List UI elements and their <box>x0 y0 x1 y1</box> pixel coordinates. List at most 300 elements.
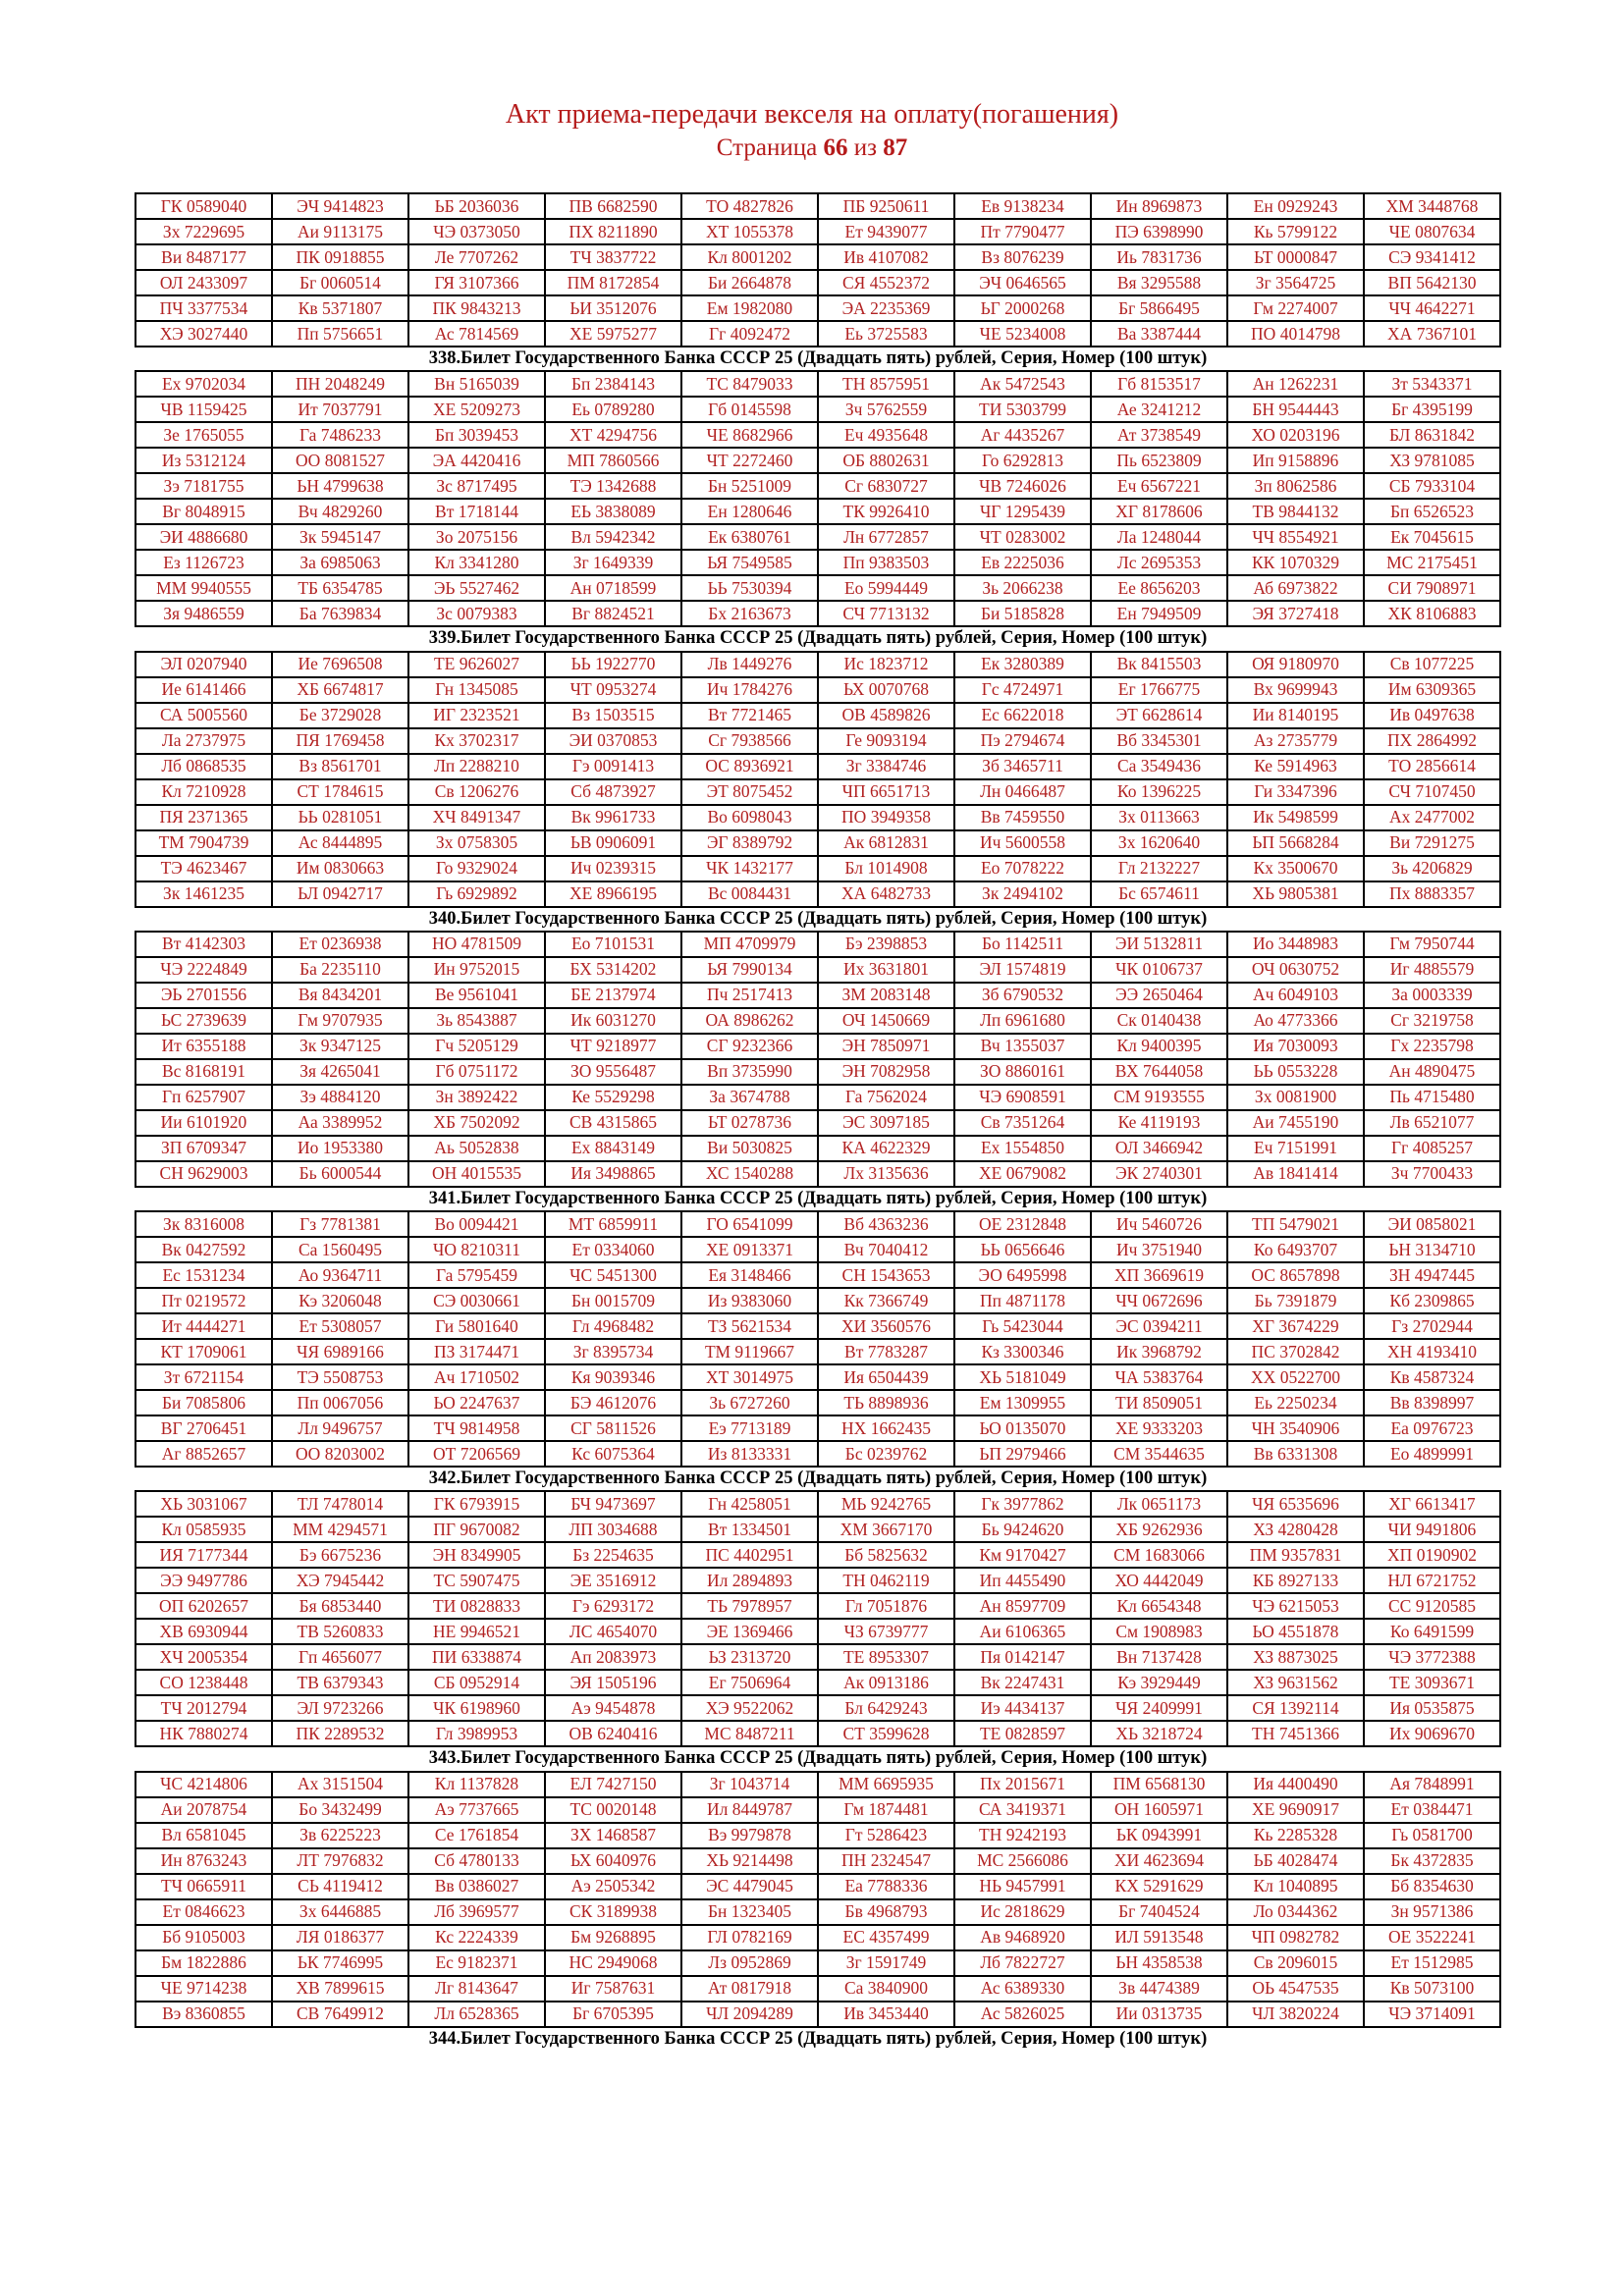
serial-cell: ЬБ 4028474 <box>1227 1848 1364 1874</box>
serial-cell: Гс 4724971 <box>954 677 1091 703</box>
serial-cell: Зк 1461235 <box>135 881 272 907</box>
serial-cell: Ах 2477002 <box>1364 805 1500 830</box>
serial-cell: ТС 0020148 <box>545 1797 681 1823</box>
serial-cell: Ив 0497638 <box>1364 703 1500 728</box>
serial-cell: СС 9120585 <box>1364 1593 1500 1619</box>
serial-cell: ЧЭ 3772388 <box>1364 1644 1500 1670</box>
serial-cell: Ет 0334060 <box>545 1237 681 1262</box>
serial-cell: Ат 0817918 <box>681 1976 818 2002</box>
serial-cell: ХЬ 5181049 <box>954 1364 1091 1390</box>
serial-cell: Бл 1014908 <box>818 856 954 881</box>
page-number-separator: из <box>853 133 877 161</box>
serial-cell: Гэ 6293172 <box>545 1593 681 1619</box>
serial-cell: Бь 7391879 <box>1227 1288 1364 1313</box>
serial-cell: ТО 4827826 <box>681 193 818 219</box>
page-number-total: 87 <box>883 133 908 161</box>
serial-cell: Ии 0313735 <box>1091 2002 1227 2027</box>
serial-cell: ЛТ 7976832 <box>272 1848 408 1874</box>
serial-cell: Ек 3280389 <box>954 652 1091 677</box>
serial-cell: Иг 4885579 <box>1364 957 1500 983</box>
serial-cell: Зя 4265041 <box>272 1059 408 1085</box>
table-row <box>135 1110 1500 1136</box>
serial-cell: ЬЬ 0553228 <box>1227 1059 1364 1085</box>
serial-cell: Кь 2285328 <box>1227 1823 1364 1848</box>
serial-cell: НЕ 9946521 <box>408 1619 545 1644</box>
serial-cell: СБ 7933104 <box>1364 473 1500 499</box>
serial-cell: ХЕ 0913371 <box>681 1237 818 1262</box>
serial-cell: ЭС 0394211 <box>1091 1313 1227 1339</box>
serial-cell: Ле 7707262 <box>408 244 545 270</box>
serial-cell: Го 6292813 <box>954 448 1091 473</box>
serial-cell: ПМ 6568130 <box>1091 1772 1227 1797</box>
serial-cell: СН 1543653 <box>818 1262 954 1288</box>
serial-cell: Зг 8395734 <box>545 1339 681 1364</box>
serial-cell: Аэ 7737665 <box>408 1797 545 1823</box>
serial-cell: ЕЛ 7427150 <box>545 1772 681 1797</box>
serial-cell: Аг 4435267 <box>954 422 1091 448</box>
serial-cell: Бб 5825632 <box>818 1542 954 1568</box>
serial-cell: ТЧ 3837722 <box>545 244 681 270</box>
serial-cell: Аи 7455190 <box>1227 1110 1364 1136</box>
serial-cell: Пп 0067056 <box>272 1390 408 1415</box>
serial-cell: ЭЕ 1369466 <box>681 1619 818 1644</box>
serial-cell: ЧГ 1295439 <box>954 499 1091 524</box>
serial-cell: Аз 2735779 <box>1227 728 1364 754</box>
section-header: 344.Билет Государственного Банка СССР 25 (Двадцать пять) рублей, Серия, Номер (100 штук) <box>428 2028 1208 2049</box>
serial-cell: ОЧ 1450669 <box>818 1008 954 1034</box>
serial-cell: ОП 6202657 <box>135 1593 272 1619</box>
serial-cell: МП 4709979 <box>681 932 818 957</box>
serial-cell: Са 3549436 <box>1091 754 1227 779</box>
serial-cell: Ен 1280646 <box>681 499 818 524</box>
serial-cell: Вв 7459550 <box>954 805 1091 830</box>
table-row <box>135 728 1500 754</box>
serial-cell: Ис 1823712 <box>818 652 954 677</box>
serial-cell: ЧИ 9491806 <box>1364 1517 1500 1542</box>
serial-cell: ХЗ 9781085 <box>1364 448 1500 473</box>
serial-cell: ХТ 4294756 <box>545 422 681 448</box>
table-row <box>135 957 1500 983</box>
serial-cell: ЗП 6709347 <box>135 1136 272 1161</box>
serial-cell: ЧТ 9218977 <box>545 1034 681 1059</box>
serial-cell: Зэ 4884120 <box>272 1085 408 1110</box>
serial-cell: Би 2664878 <box>681 270 818 295</box>
table-row <box>135 1262 1500 1288</box>
serial-cell: ИЛ 5913548 <box>1091 1925 1227 1950</box>
serial-cell: Аг 8852657 <box>135 1441 272 1467</box>
serial-cell: Ги 5801640 <box>408 1313 545 1339</box>
serial-cell: БЧ 9473697 <box>545 1491 681 1517</box>
serial-cell: СЧ 7107450 <box>1364 779 1500 805</box>
serial-cell: СЭ 0030661 <box>408 1288 545 1313</box>
serial-table <box>135 192 1501 347</box>
serial-cell: Ио 1953380 <box>272 1136 408 1161</box>
serial-cell: Лв 1449276 <box>681 652 818 677</box>
serial-cell: Гь 6929892 <box>408 881 545 907</box>
serial-cell: ТБ 6354785 <box>272 575 408 601</box>
serial-cell: Ик 3968792 <box>1091 1339 1227 1364</box>
serial-cell: Пп 5756651 <box>272 321 408 347</box>
serial-cell: ЧК 1432177 <box>681 856 818 881</box>
serial-cell: ЬЯ 7549585 <box>681 550 818 575</box>
table-row <box>135 575 1500 601</box>
serial-cell: Вх 9699943 <box>1227 677 1364 703</box>
table-row <box>135 422 1500 448</box>
serial-cell: Зс 8717495 <box>408 473 545 499</box>
serial-cell: ЭЬ 2701556 <box>135 983 272 1008</box>
serial-cell: Лк 0651173 <box>1091 1491 1227 1517</box>
serial-cell: ЧС 4214806 <box>135 1772 272 1797</box>
serial-cell: ЬЬ 0281051 <box>272 805 408 830</box>
serial-cell: ЬК 7746995 <box>272 1950 408 1976</box>
table-row <box>135 881 1500 907</box>
serial-cell: Ан 1262231 <box>1227 371 1364 397</box>
table-row <box>135 1517 1500 1542</box>
serial-cell: Аб 6973822 <box>1227 575 1364 601</box>
table-row <box>135 983 1500 1008</box>
serial-cell: Ви 8487177 <box>135 244 272 270</box>
serial-cell: Зг 1649339 <box>545 550 681 575</box>
serial-cell: ХЕ 0679082 <box>954 1161 1091 1187</box>
serial-table <box>135 1771 1501 2028</box>
table-row <box>135 1721 1500 1746</box>
serial-cell: ТЕ 0828597 <box>954 1721 1091 1746</box>
serial-cell: ТМ 7904739 <box>135 830 272 856</box>
serial-cell: Ия 0535875 <box>1364 1695 1500 1721</box>
serial-cell: Иг 7587631 <box>545 1976 681 2002</box>
serial-cell: Бо 1142511 <box>954 932 1091 957</box>
serial-cell: ХО 0203196 <box>1227 422 1364 448</box>
serial-cell: ЭЬ 5527462 <box>408 575 545 601</box>
serial-cell: ОТ 7206569 <box>408 1441 545 1467</box>
serial-cell: Ло 0344362 <box>1227 1899 1364 1925</box>
serial-cell: Гх 2235798 <box>1364 1034 1500 1059</box>
serial-cell: Гь 5423044 <box>954 1313 1091 1339</box>
serial-cell: НК 7880274 <box>135 1721 272 1746</box>
serial-cell: ОЯ 9180970 <box>1227 652 1364 677</box>
serial-cell: Вк 8415503 <box>1091 652 1227 677</box>
table-row <box>135 1339 1500 1364</box>
serial-cell: ЧЧ 0672696 <box>1091 1288 1227 1313</box>
serial-cell: Зк 8316008 <box>135 1211 272 1237</box>
serial-cell: Ла 2737975 <box>135 728 272 754</box>
table-row <box>135 473 1500 499</box>
serial-cell: Гн 4258051 <box>681 1491 818 1517</box>
serial-table <box>135 1210 1501 1468</box>
serial-cell: Зч 5762559 <box>818 397 954 422</box>
serial-cell: НС 2949068 <box>545 1950 681 1976</box>
serial-cell: ТЧ 9814958 <box>408 1415 545 1441</box>
serial-cell: ТЕ 3093671 <box>1364 1670 1500 1695</box>
serial-cell: Бо 3432499 <box>272 1797 408 1823</box>
serial-cell: Гл 4968482 <box>545 1313 681 1339</box>
serial-cell: ЬВ 0906091 <box>545 830 681 856</box>
serial-cell: ЬЬ 0656646 <box>954 1237 1091 1262</box>
table-row <box>135 1619 1500 1644</box>
table-row <box>135 677 1500 703</box>
serial-cell: Ео 7078222 <box>954 856 1091 881</box>
serial-cell: Лг 8143647 <box>408 1976 545 2002</box>
serial-cell: ЛП 3034688 <box>545 1517 681 1542</box>
serial-cell: Вв 8398997 <box>1364 1390 1500 1415</box>
serial-cell: Ия 6504439 <box>818 1364 954 1390</box>
serial-cell: ЭИ 5132811 <box>1091 932 1227 957</box>
serial-cell: Бп 3039453 <box>408 422 545 448</box>
serial-cell: Ия 7030093 <box>1227 1034 1364 1059</box>
serial-cell: Вг 8048915 <box>135 499 272 524</box>
serial-cell: СА 5005560 <box>135 703 272 728</box>
serial-cell: Зг 1043714 <box>681 1772 818 1797</box>
serial-cell: ЧВ 1159425 <box>135 397 272 422</box>
serial-cell: ЕЬ 3838089 <box>545 499 681 524</box>
serial-cell: Вп 3735990 <box>681 1059 818 1085</box>
serial-cell: ЭС 3097185 <box>818 1110 954 1136</box>
serial-cell: Ен 0929243 <box>1227 193 1364 219</box>
table-row <box>135 1874 1500 1899</box>
serial-cell: МС 2566086 <box>954 1848 1091 1874</box>
serial-cell: ХБ 9262936 <box>1091 1517 1227 1542</box>
serial-cell: ЭА 2235369 <box>818 295 954 321</box>
serial-cell: Бг 0060514 <box>272 270 408 295</box>
serial-cell: Лл 9496757 <box>272 1415 408 1441</box>
serial-cell: ХА 6482733 <box>818 881 954 907</box>
serial-cell: Ет 0846623 <box>135 1899 272 1925</box>
serial-cell: Кс 2224339 <box>408 1925 545 1950</box>
serial-cell: Гт 5286423 <box>818 1823 954 1848</box>
serial-cell: Ии 8140195 <box>1227 703 1364 728</box>
serial-cell: ГК 6793915 <box>408 1491 545 1517</box>
serial-cell: Ба 2235110 <box>272 957 408 983</box>
serial-cell: Ач 1710502 <box>408 1364 545 1390</box>
table-row <box>135 1823 1500 1848</box>
serial-cell: Гк 3977862 <box>954 1491 1091 1517</box>
table-row <box>135 193 1500 219</box>
table-row <box>135 550 1500 575</box>
serial-cell: ЭЕ 3516912 <box>545 1568 681 1593</box>
serial-cell: Вз 1503515 <box>545 703 681 728</box>
page-number-current: 66 <box>823 133 848 161</box>
serial-cell: Ск 0140438 <box>1091 1008 1227 1034</box>
serial-cell: ТЧ 0665911 <box>135 1874 272 1899</box>
serial-cell: ЧЕ 9714238 <box>135 1976 272 2002</box>
serial-cell: ОВ 6240416 <box>545 1721 681 1746</box>
serial-cell: ПЯ 2371365 <box>135 805 272 830</box>
serial-cell: Ея 3148466 <box>681 1262 818 1288</box>
serial-cell: Пх 8883357 <box>1364 881 1500 907</box>
serial-cell: ЧА 5383764 <box>1091 1364 1227 1390</box>
serial-cell: Аи 6106365 <box>954 1619 1091 1644</box>
serial-cell: Зс 0079383 <box>408 601 545 626</box>
serial-cell: ОЧ 0630752 <box>1227 957 1364 983</box>
serial-cell: Им 6309365 <box>1364 677 1500 703</box>
serial-cell: Ан 0718599 <box>545 575 681 601</box>
serial-cell: Кл 9400395 <box>1091 1034 1227 1059</box>
serial-cell: Зь 2066238 <box>954 575 1091 601</box>
serial-cell: ТЬ 7978957 <box>681 1593 818 1619</box>
serial-cell: ЧО 8210311 <box>408 1237 545 1262</box>
serial-cell: ПК 9843213 <box>408 295 545 321</box>
serial-cell: ХЕ 9690917 <box>1227 1797 1364 1823</box>
serial-cell: Зп 8062586 <box>1227 473 1364 499</box>
serial-cell: Вз 8561701 <box>272 754 408 779</box>
serial-cell: ПХ 8211890 <box>545 219 681 244</box>
serial-cell: Их 9069670 <box>1364 1721 1500 1746</box>
serial-cell: Ее 8656203 <box>1091 575 1227 601</box>
serial-cell: ЧК 6198960 <box>408 1695 545 1721</box>
serial-cell: Кэ 3206048 <box>272 1288 408 1313</box>
serial-cell: Лн 0466487 <box>954 779 1091 805</box>
serial-cell: Бг 5866495 <box>1091 295 1227 321</box>
serial-cell: ХТ 1055378 <box>681 219 818 244</box>
serial-cell: ЬН 3134710 <box>1364 1237 1500 1262</box>
serial-cell: СГ 5811526 <box>545 1415 681 1441</box>
serial-cell: Ех 1554850 <box>954 1136 1091 1161</box>
serial-cell: Сг 3219758 <box>1364 1008 1500 1034</box>
serial-cell: СИ 7908971 <box>1364 575 1500 601</box>
table-row <box>135 397 1500 422</box>
serial-cell: СЧ 7713132 <box>818 601 954 626</box>
serial-cell: ОН 4015535 <box>408 1161 545 1187</box>
serial-cell: Зх 6446885 <box>272 1899 408 1925</box>
serial-cell: Ет 1512985 <box>1364 1950 1500 1976</box>
serial-cell: ЬО 4551878 <box>1227 1619 1364 1644</box>
table-row <box>135 1976 1500 2002</box>
table-row <box>135 1670 1500 1695</box>
section-header: 341.Билет Государственного Банка СССР 25 (Двадцать пять) рублей, Серия, Номер (100 штук) <box>428 1188 1208 1208</box>
serial-cell: Пх 2015671 <box>954 1772 1091 1797</box>
serial-cell: Ии 6101920 <box>135 1110 272 1136</box>
serial-cell: Из 5312124 <box>135 448 272 473</box>
serial-cell: Бг 4395199 <box>1364 397 1500 422</box>
serial-cell: Ик 5498599 <box>1227 805 1364 830</box>
serial-cell: Ви 7291275 <box>1364 830 1500 856</box>
serial-cell: Лп 6961680 <box>954 1008 1091 1034</box>
serial-cell: ЭС 4479045 <box>681 1874 818 1899</box>
serial-cell: Кс 6075364 <box>545 1441 681 1467</box>
serial-cell: Зэ 7181755 <box>135 473 272 499</box>
serial-cell: Бм 1822886 <box>135 1950 272 1976</box>
serial-cell: ЬБ 2036036 <box>408 193 545 219</box>
serial-cell: ПМ 9357831 <box>1227 1542 1364 1568</box>
serial-cell: Бэ 6675236 <box>272 1542 408 1568</box>
section-header: 342.Билет Государственного Банка СССР 25 (Двадцать пять) рублей, Серия, Номер (100 штук) <box>428 1468 1208 1489</box>
table-row <box>135 1211 1500 1237</box>
serial-cell: ПС 4402951 <box>681 1542 818 1568</box>
serial-cell: Кл 3341280 <box>408 550 545 575</box>
serial-cell: КХ 5291629 <box>1091 1874 1227 1899</box>
serial-cell: МС 8487211 <box>681 1721 818 1746</box>
table-row <box>135 1313 1500 1339</box>
table-row <box>135 295 1500 321</box>
serial-cell: Бн 5251009 <box>681 473 818 499</box>
serial-cell: ПС 3702842 <box>1227 1339 1364 1364</box>
serial-cell: ЭН 7850971 <box>818 1034 954 1059</box>
serial-cell: Вэ 9979878 <box>681 1823 818 1848</box>
serial-cell: ОЬ 4547535 <box>1227 1976 1364 2002</box>
serial-cell: ПН 2048249 <box>272 371 408 397</box>
serial-cell: Пт 0219572 <box>135 1288 272 1313</box>
serial-cell: ЛЯ 0186377 <box>272 1925 408 1950</box>
serial-cell: Ги 3347396 <box>1227 779 1364 805</box>
serial-cell: Ин 8969873 <box>1091 193 1227 219</box>
serial-cell: ЧТ 0953274 <box>545 677 681 703</box>
serial-cell: ТВ 6379343 <box>272 1670 408 1695</box>
serial-cell: ПЯ 1769458 <box>272 728 408 754</box>
serial-cell: Вк 9961733 <box>545 805 681 830</box>
serial-cell: ЬО 0135070 <box>954 1415 1091 1441</box>
serial-cell: ХБ 7502092 <box>408 1110 545 1136</box>
serial-cell: Ке 5914963 <box>1227 754 1364 779</box>
serial-cell: Бс 0239762 <box>818 1441 954 1467</box>
serial-cell: ОЕ 3522241 <box>1364 1925 1500 1950</box>
serial-cell: Вя 3295588 <box>1091 270 1227 295</box>
serial-cell: Кэ 3929449 <box>1091 1670 1227 1695</box>
serial-cell: ЕС 4357499 <box>818 1925 954 1950</box>
serial-cell: Ич 1784276 <box>681 677 818 703</box>
serial-cell: Кл 7210928 <box>135 779 272 805</box>
serial-cell: Ас 8444895 <box>272 830 408 856</box>
serial-cell: Вт 1718144 <box>408 499 545 524</box>
table-row <box>135 1034 1500 1059</box>
table-row <box>135 244 1500 270</box>
serial-cell: ХО 4442049 <box>1091 1568 1227 1593</box>
serial-cell: Ип 4455490 <box>954 1568 1091 1593</box>
table-row <box>135 524 1500 550</box>
serial-cell: ЧВ 7246026 <box>954 473 1091 499</box>
table-row <box>135 499 1500 524</box>
serial-cell: ПМ 8172854 <box>545 270 681 295</box>
serial-cell: Бв 4968793 <box>818 1899 954 1925</box>
table-row <box>135 805 1500 830</box>
table-row <box>135 1390 1500 1415</box>
serial-cell: Вт 7783287 <box>818 1339 954 1364</box>
serial-cell: Гн 1345085 <box>408 677 545 703</box>
serial-cell: Сб 4873927 <box>545 779 681 805</box>
serial-cell: Ев 2225036 <box>954 550 1091 575</box>
serial-cell: Ет 9439077 <box>818 219 954 244</box>
serial-cell: Гл 3989953 <box>408 1721 545 1746</box>
serial-cell: Гм 7950744 <box>1364 932 1500 957</box>
table-row <box>135 1644 1500 1670</box>
serial-cell: ТЧ 2012794 <box>135 1695 272 1721</box>
serial-cell: Ие 6141466 <box>135 677 272 703</box>
serial-cell: Зе 1765055 <box>135 422 272 448</box>
serial-cell: ТН 0462119 <box>818 1568 954 1593</box>
serial-cell: ПО 4014798 <box>1227 321 1364 347</box>
serial-cell: ЭИ 0370853 <box>545 728 681 754</box>
serial-cell: ЭЧ 9414823 <box>272 193 408 219</box>
serial-cell: Ез 1126723 <box>135 550 272 575</box>
table-row <box>135 1441 1500 1467</box>
serial-cell: ЧЕ 5234008 <box>954 321 1091 347</box>
section-header: 343.Билет Государственного Банка СССР 25 (Двадцать пять) рублей, Серия, Номер (100 штук) <box>428 1748 1208 1769</box>
serial-cell: ЬТ 0000847 <box>1227 244 1364 270</box>
serial-cell: Га 7486233 <box>272 422 408 448</box>
serial-cell: ХЕ 5209273 <box>408 397 545 422</box>
serial-cell: Во 6098043 <box>681 805 818 830</box>
serial-cell: Из 9383060 <box>681 1288 818 1313</box>
table-row <box>135 1593 1500 1619</box>
serial-cell: Бе 3729028 <box>272 703 408 728</box>
serial-cell: ЗХ 1468587 <box>545 1823 681 1848</box>
serial-cell: Ан 8597709 <box>954 1593 1091 1619</box>
serial-cell: Зн 3892422 <box>408 1085 545 1110</box>
serial-tables-container <box>135 192 1501 2051</box>
table-row <box>135 321 1500 347</box>
serial-cell: ЭТ 6628614 <box>1091 703 1227 728</box>
serial-cell: Бб 8354630 <box>1364 1874 1500 1899</box>
serial-cell: ЭК 2740301 <box>1091 1161 1227 1187</box>
